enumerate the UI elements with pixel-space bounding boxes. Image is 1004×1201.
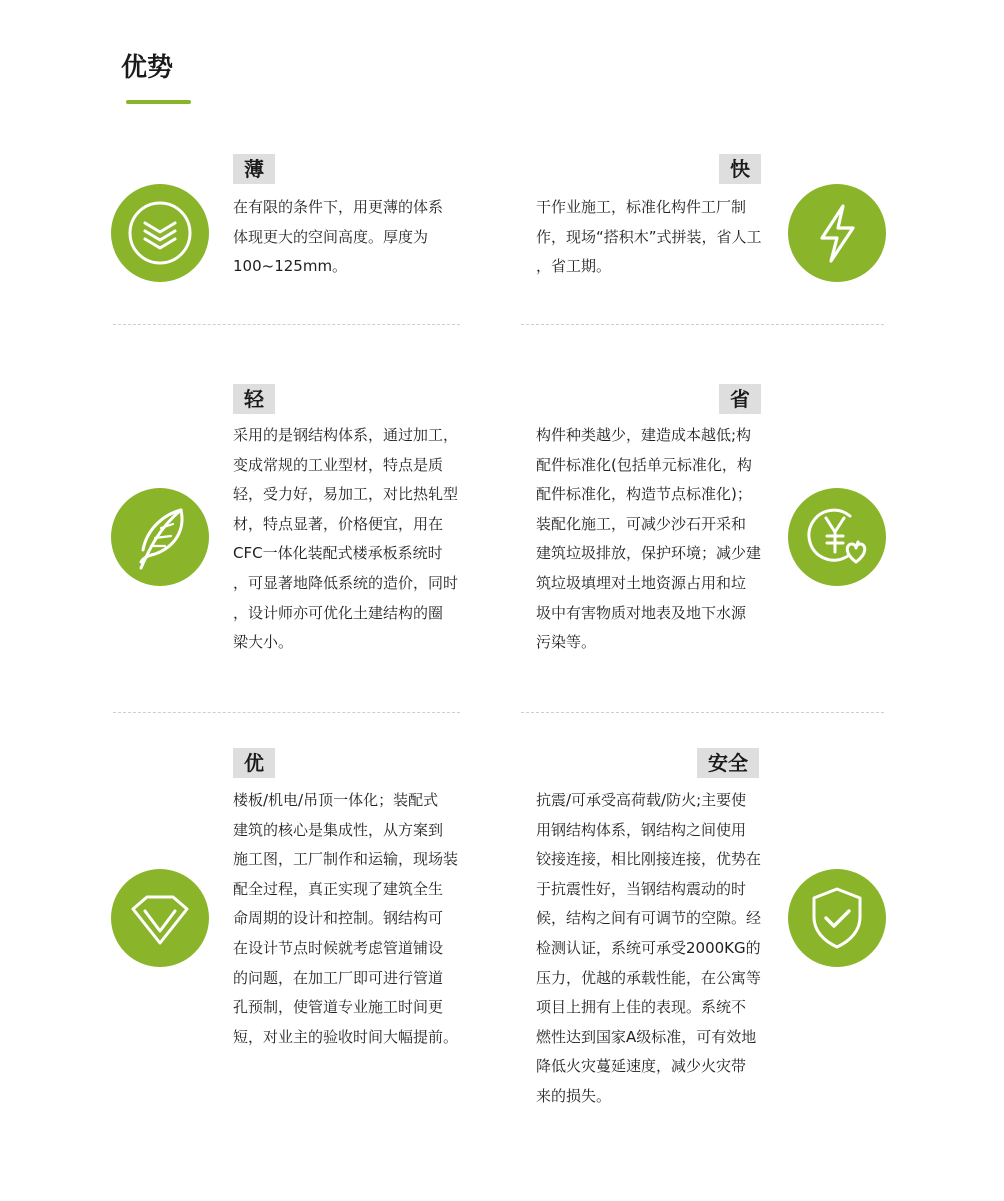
title-underline	[126, 100, 191, 104]
divider-row-1-left	[113, 324, 460, 325]
diamond-icon	[111, 869, 209, 967]
lightning-icon	[788, 184, 886, 282]
divider-row-2-left	[113, 712, 460, 713]
fast-label: 快	[719, 154, 761, 184]
safety-label: 安全	[697, 748, 759, 778]
fast-description: 干作业施工，标准化构件工厂制 作，现场“搭积木”式拼装，省人工 ，省工期。	[536, 198, 762, 276]
divider-row-2-right	[521, 712, 884, 713]
fast-icon-circle	[788, 184, 886, 282]
thin-label: 薄	[233, 154, 275, 184]
layers-icon	[111, 184, 209, 282]
feather-icon	[111, 488, 209, 586]
thin-description: 在有限的条件下，用更薄的体系 体现更大的空间高度。厚度为 100~125mm。	[233, 198, 444, 276]
light-icon-circle	[111, 488, 209, 586]
save-description: 构件种类越少，建造成本越低;构 配件标准化(包括单元标准化，构 配件标准化，构造节点标准化)； 装配化施工，可减少沙石开采和 建筑垃圾排放，保护环境；减少建 筑垃圾填埋对土地资源占用和垃 圾中有害物质对地表及地下水源 污染等。	[536, 426, 762, 652]
safety-description: 抗震/可承受高荷载/防火;主要使 用钢结构体系，钢结构之间使用 铰接连接，相比刚接连接，优势在 于抗震性好，当钢结构震动的时 候，结构之间有可调节的空隙。经 检测认证，系统可承受2000KG的 压力，优越的承载性能，在公寓等 项目上拥有上佳的表现。系统不 燃性达到国家A级标准，可有效地 降低火灾蔓延速度，减少火灾带 来的损失。	[536, 791, 762, 1105]
quality-description: 楼板/机电/吊顶一体化；装配式 建筑的核心是集成性，从方案到 施工图，工厂制作和运输，现场装 配全过程，真正实现了建筑全生 命周期的设计和控制。钢结构可 在设计节点时候就考虑管道铺设 的问题，在加工厂即可进行管道 孔预制，使管道专业施工时间更 短，对业主的验收时间大幅提前。	[233, 791, 459, 1046]
save-icon-circle	[788, 488, 886, 586]
quality-icon-circle	[111, 869, 209, 967]
safety-icon-circle	[788, 869, 886, 967]
section-title: 优势	[121, 53, 174, 83]
thin-icon-circle	[111, 184, 209, 282]
light-description: 采用的是钢结构体系，通过加工， 变成常规的工业型材，特点是质 轻，受力好，易加工，对比热轧型 材，特点显著，价格便宜，用在 CFC一体化装配式楼承板系统时 ，可显著地降低系统的造价，同时 ，设计师亦可优化土建结构的圈 梁大小。	[233, 426, 459, 652]
divider-row-1-right	[521, 324, 884, 325]
light-label: 轻	[233, 384, 275, 414]
save-label: 省	[719, 384, 761, 414]
quality-label: 优	[233, 748, 275, 778]
yen-heart-icon	[788, 488, 886, 586]
shield-check-icon	[788, 869, 886, 967]
